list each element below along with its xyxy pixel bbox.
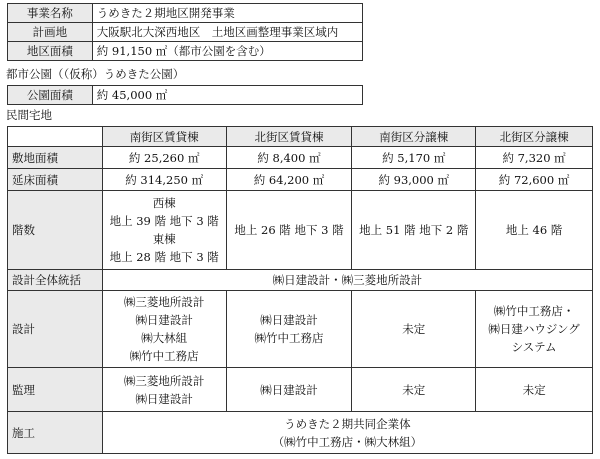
row-label: 地区面積 bbox=[8, 42, 93, 61]
cell: ㈱日建設計 bbox=[226, 368, 352, 412]
cell: 約 7,320 ㎡ bbox=[476, 147, 593, 169]
row-label: 公園面積 bbox=[8, 86, 93, 105]
design-row bbox=[8, 291, 593, 368]
cell: 地上 46 階 bbox=[476, 191, 593, 270]
cell bbox=[102, 368, 226, 412]
design-line: ㈱三菱地所設計 bbox=[123, 295, 205, 309]
construction-row bbox=[8, 412, 593, 454]
park-heading: 都市公園（（仮称）うめきた公園） bbox=[6, 67, 185, 81]
col-north-sale: 北街区分譲棟 bbox=[476, 127, 593, 147]
overview-table bbox=[7, 3, 363, 61]
row-label: 階数 bbox=[8, 191, 103, 270]
design-line: ㈱日建設計 bbox=[135, 313, 193, 327]
header-row bbox=[8, 127, 593, 147]
design-line: システム bbox=[511, 340, 557, 354]
row-label: 監理 bbox=[8, 368, 103, 412]
cell: 地上 26 階 地下 3 階 bbox=[226, 191, 352, 270]
floors-line: 西棟 bbox=[152, 196, 176, 210]
project-name: うめきた２期地区開発事業 bbox=[92, 4, 362, 23]
cell: 約 8,400 ㎡ bbox=[226, 147, 352, 169]
cell bbox=[102, 291, 226, 368]
cell bbox=[102, 412, 592, 454]
design-line: ㈱大林組 bbox=[141, 331, 188, 345]
overview-row bbox=[8, 42, 363, 61]
corner-cell bbox=[8, 127, 103, 147]
cell: ㈱日建設計・㈱三菱地所設計 bbox=[102, 270, 592, 291]
park-area: 約 45,000 ㎡ bbox=[92, 86, 362, 105]
cell: 約 72,600 ㎡ bbox=[476, 169, 593, 191]
floors-line: 地上 28 階 地下 3 階 bbox=[109, 250, 219, 264]
cell: 未定 bbox=[476, 368, 593, 412]
private-table bbox=[7, 126, 593, 454]
floors-row bbox=[8, 191, 593, 270]
cell: 約 64,200 ㎡ bbox=[226, 169, 352, 191]
design-lead-row bbox=[8, 270, 593, 291]
supervision-line: ㈱日建設計 bbox=[135, 391, 193, 406]
construction-line: （㈱竹中工務店・㈱大林組） bbox=[272, 434, 423, 449]
cell: 約 314,250 ㎡ bbox=[102, 169, 226, 191]
district-area: 約 91,150 ㎡（都市公園を含む） bbox=[92, 42, 362, 61]
design-line: ㈱日建ハウジング bbox=[488, 322, 580, 336]
site-area-row bbox=[8, 147, 593, 169]
row-label: 設計全体統括 bbox=[8, 270, 103, 291]
col-south-sale: 南街区分譲棟 bbox=[352, 127, 476, 147]
park-table bbox=[7, 85, 363, 105]
cell bbox=[226, 291, 352, 368]
row-label: 事業名称 bbox=[8, 4, 93, 23]
floors-line: 地上 39 階 地下 3 階 bbox=[109, 214, 219, 228]
design-line: ㈱竹中工務店・ bbox=[493, 304, 575, 318]
row-label: 計画地 bbox=[8, 23, 93, 42]
park-row bbox=[8, 86, 363, 105]
row-label: 延床面積 bbox=[8, 169, 103, 191]
construction-line: うめきた２期共同企業体 bbox=[284, 416, 411, 431]
row-label: 敷地面積 bbox=[8, 147, 103, 169]
col-north-rent: 北街区賃貸棟 bbox=[226, 127, 352, 147]
design-line: ㈱竹中工務店 bbox=[254, 331, 324, 345]
cell: 約 25,260 ㎡ bbox=[102, 147, 226, 169]
supervision-line: ㈱三菱地所設計 bbox=[123, 373, 205, 388]
cell bbox=[476, 291, 593, 368]
col-south-rent: 南街区賃貸棟 bbox=[102, 127, 226, 147]
row-label: 設計 bbox=[8, 291, 103, 368]
cell: 未定 bbox=[352, 368, 476, 412]
cell: 地上 51 階 地下 2 階 bbox=[352, 191, 476, 270]
cell: 未定 bbox=[352, 291, 476, 368]
design-line: ㈱竹中工務店 bbox=[129, 349, 199, 363]
supervision-row bbox=[8, 368, 593, 412]
cell: 約 5,170 ㎡ bbox=[352, 147, 476, 169]
cell bbox=[102, 191, 226, 270]
design-line: ㈱日建設計 bbox=[260, 313, 318, 327]
overview-row bbox=[8, 23, 363, 42]
project-site: 大阪駅北大深西地区 土地区画整理事業区域内 bbox=[92, 23, 362, 42]
floors-line: 東棟 bbox=[152, 232, 176, 246]
overview-row bbox=[8, 4, 363, 23]
floor-area-row bbox=[8, 169, 593, 191]
row-label: 施工 bbox=[8, 412, 103, 454]
cell: 約 93,000 ㎡ bbox=[352, 169, 476, 191]
private-heading: 民間宅地 bbox=[6, 108, 52, 122]
